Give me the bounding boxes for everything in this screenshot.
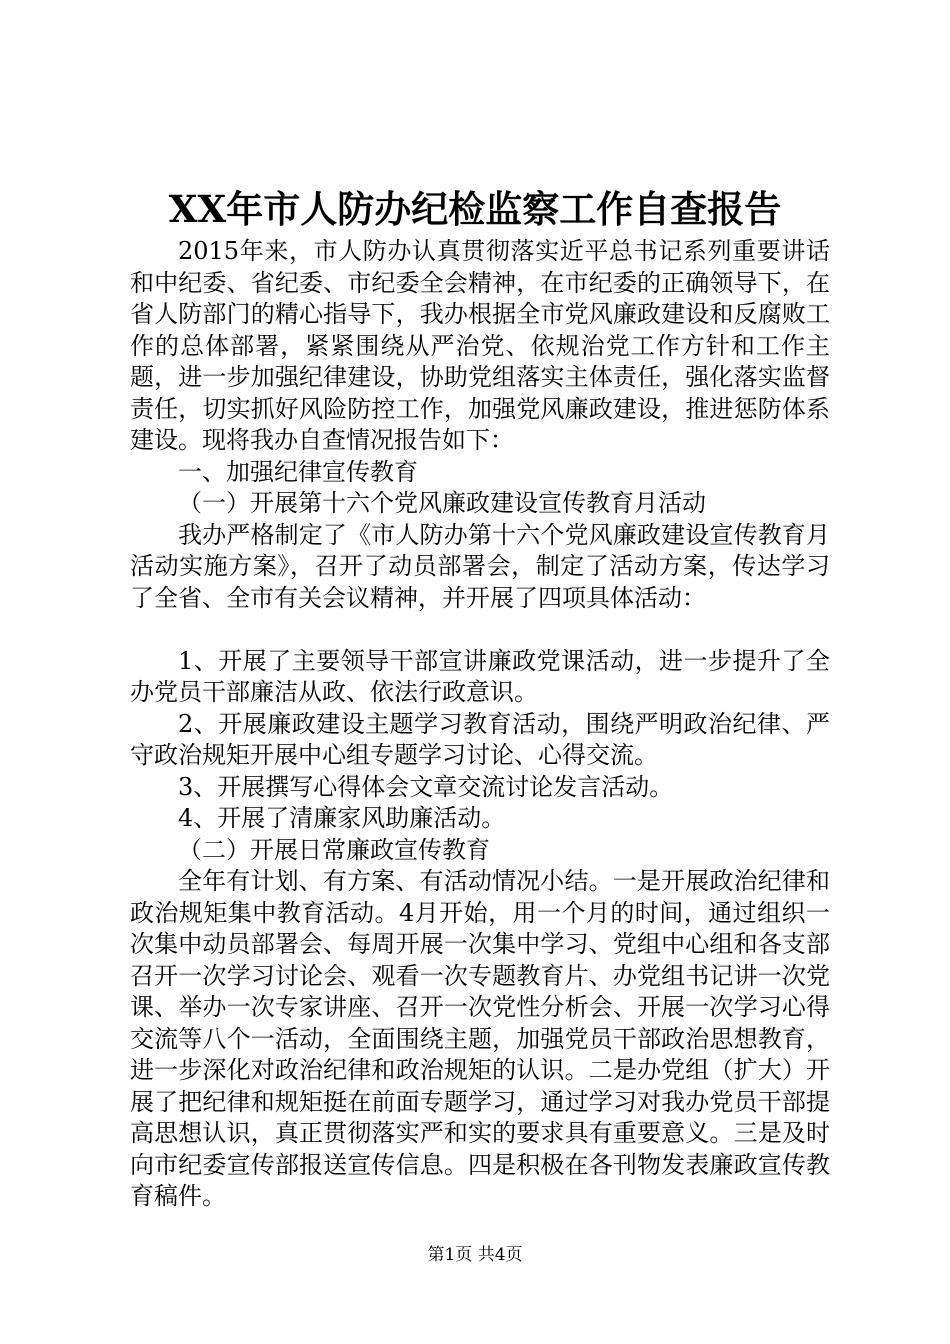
list-item-3: 3、开展撰写心得体会文章交流讨论发言活动。	[178, 772, 674, 801]
paragraph-activity-plan: 我办严格制定了《市人防办第十六个党风廉政建设宣传教育月活动实施方案》，召开了动员部署会，制定了活动方案，传达学习了全省、全市有关会议精神，并开展了四项具体活动：	[130, 520, 830, 612]
list-item-1: 1、开展了主要领导干部宣讲廉政党课活动，进一步提升了全办党员干部廉洁从政、依法行政意识。	[130, 646, 830, 706]
list-item-4: 4、开展了清廉家风助廉活动。	[178, 804, 506, 832]
document-body	[130, 236, 830, 1213]
document-title: XX年市人防办纪检监察工作自查报告	[168, 187, 782, 231]
heading-subsection-2: （二）开展日常廉政宣传教育	[178, 835, 490, 864]
heading-section-1: 一、加强纪律宣传教育	[178, 457, 418, 486]
paragraph-daily-education: 全年有计划、有方案、有活动情况小结。一是开展政治纪律和政治规矩集中教育活动。4月开始，用一个月的时间，通过组织一次集中动员部署会、每周开展一次集中学习、党组中心组和各支部召开一次学习讨论会、观看一次专题教育片、办党组书记讲一次党课、举办一次专家讲座、召开一次党性分析会、开展一次学习心得交流等八个一活动，全面围绕主题，加强党员干部政治思想教育，进一步深化对政治纪律和政治规矩的认识。二是办党组（扩大）开展了把纪律和规矩挺在前面专题学习，通过学习对我办党员干部提高思想认识，真正贯彻落实严和实的要求具有重要意义。三是及时向市纪委宣传部报送宣传信息。四是积极在各刊物发表廉政宣传教育稿件。	[130, 867, 830, 1210]
heading-subsection-1: （一）开展第十六个党风廉政建设宣传教育月活动	[178, 489, 706, 517]
blank-line	[130, 614, 830, 646]
list-item-2: 2、开展廉政建设主题学习教育活动，围绕严明政治纪律、严守政治规矩开展中心组专题学习讨论、心得交流。	[130, 709, 830, 769]
paragraph-intro: 2015年来，市人防办认真贯彻落实近平总书记系列重要讲话和中纪委、省纪委、市纪委全会精神，在市纪委的正确领导下，在省人防部门的精心指导下，我办根据全市党风廉政建设和反腐败工作的总体部署，紧紧围绕从严治党、依规治党工作方针和工作主题，进一步加强纪律建设，协助党组落实主体责任，强化落实监督责任，切实抓好风险防控工作，加强党风廉政建设，推进惩防体系建设。现将我办自查情况报告如下：	[130, 237, 830, 454]
page-footer: 第1页 共4页	[427, 1245, 523, 1265]
